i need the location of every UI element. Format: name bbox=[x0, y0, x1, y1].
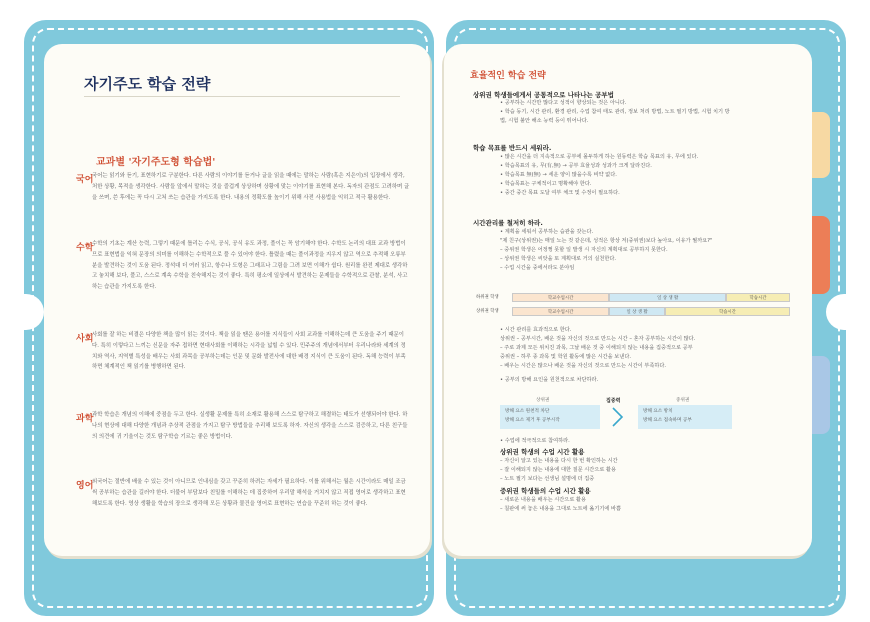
time-segment-daily-life: 일 상 생 활 bbox=[609, 307, 665, 316]
diagram-left-item: 방해 요소 제거 후 공부시작 bbox=[505, 418, 560, 423]
time-bar-label: 상위권 학생 bbox=[476, 309, 499, 314]
block-line: • 학습목표 無(無) → 세운 양이 많을수록 비약 없다. bbox=[500, 172, 617, 178]
block-line: – 잘 이해되지 않는 내용에 대한 질문 시간으로 활용 bbox=[500, 467, 617, 473]
block-heading-high-class-use: 상위권 학생의 수업 시간 활용 bbox=[500, 448, 585, 456]
time-segment-study: 학습시간 bbox=[726, 293, 790, 302]
time-segment-daily-life: 일 상 생 활 bbox=[609, 293, 726, 302]
block-line: • 공부의 방해 요인을 원천적으로 차단하라. bbox=[500, 377, 599, 383]
right-page-title: 효율적인 학습 전략 bbox=[470, 71, 546, 81]
subject-heading-math: 수학 bbox=[76, 243, 94, 253]
subject-heading-korean: 국어 bbox=[76, 175, 94, 185]
block-line: – 칠판에 써 놓은 내용을 그대로 노트에 옮기기에 바쁨 bbox=[500, 506, 622, 512]
block-line: • 중간 중간 목표 도달 여부 체크 및 수정이 필요하다. bbox=[500, 190, 620, 196]
block-line: • 학습목표의 유, 무(有,無) → 공부 효율성과 성과가 크게 달라진다. bbox=[500, 163, 652, 169]
block-line: • 많은 시간을 더 지속적으로 공부에 몰두하게 하는 원동력은 학습 목표의 유, 무에 있다. bbox=[500, 154, 699, 160]
diagram-right-label: 중위권 bbox=[676, 398, 690, 403]
section-subtitle: 교과별 '자기주도형 학습법' bbox=[96, 157, 216, 168]
block-line: "제 친구(상위권)는 매일 노는 것 같은데, 성적은 항상 저(중위권)보다 높아요, 이유가 뭘까요?" bbox=[500, 238, 713, 244]
subject-body-math: 수학의 기초는 계산 능력, 그렇기 때문에 틀리는 수식, 공식, 공식 유도 과정, 풀이는 꼭 암기해야 한다. 수학도 논리의 대표 교과 방법이므로 표현법을 익혀 문장의 의미를 이해하는 수학적으로 풀 수 있어야 한다. 틀렸을 때는 풀이과정을 지우지 않고 역으로 추적해 오류부분을 발견하는 것이 도움 된다. 정석대 더 여러 읽고, 항수나 도형은 그래프나 그림을 그려 보면 이해가 쉽다. 원리를 완전 제대로 생각하고 놓치해 보다, 풀고, 스스로 계속 수학을 친숙해지는 것이 좋다. 특히 평소에 일상에서 발견하는 문제들을 수학적으로 관찰, 분석, 사고하는 습관을 가지도록 한다. bbox=[92, 241, 408, 291]
block-line: – 배우는 시간은 많으나 배운 것을 자신의 것으로 만드는 시간이 부족하다. bbox=[500, 363, 667, 369]
time-bar-low bbox=[476, 293, 796, 302]
diagram-right-item: 방해 요소 방치 bbox=[643, 409, 673, 414]
diagram-left-item: 방해 요소 원천적 차단 bbox=[505, 409, 550, 414]
block-line: • 학습 동기, 시간 관리, 환경 관리, 수업 참여 태도 관리, 정보 처리 방법, 노트 필기 방법, 시험 치기 방 bbox=[500, 109, 730, 115]
subject-body-science: 과학 학습은 개념의 이해에 중점을 두고 한다. 실생활 문제를 특히 소재로 활용해 스스로 탐구하고 해결하는 태도가 선행되어야 한다. 하나의 현상에 대해 다양한 개념과 추상적 관점을 가지고 탐구 방법들을 추리해 보도록 하자. 자신의 생각을 스스로 검증하고, 다른 친구들의 의견에 귀 기울이는 것도 탐구학습 기르는 좋은 방법이다. bbox=[92, 412, 408, 440]
diagram-right-item: 방해 요소 접속하며 공부 bbox=[643, 418, 692, 423]
time-bar-label: 하위권 학생 bbox=[476, 295, 499, 300]
subject-body-korean: 국어는 읽기와 듣기, 표현하기로 구분한다. 다른 사람의 이야기를 듣거나 글을 읽을 때에는 말하는 사람(혹은 지은이)의 입장에서 생각, 처한 상황, 목적을 생각한다. 사람들 앞에서 말하는 것을 즐겁게 상상하며 상황에 맞는 이야기를 표현해 본다. 독자의 관점도 고려하며 글을 쓰며, 쓴 후에는 꼭 다시 고쳐 쓰는 습관을 가지도록 한다. 내용의 정확도를 높이기 위해 사전 사용법을 익히고 적극 활용한다. bbox=[92, 173, 410, 201]
diagram-left-label: 상위권 bbox=[536, 398, 550, 403]
block-line: – 수업 시간을 중에서라도 분야임 bbox=[500, 265, 575, 271]
block-line: – 중위권 학생은 어정쩡 못할 일 발생 시 자신의 계획대로 공부하지 못한다. bbox=[500, 247, 668, 253]
page-title: 자기주도 학습 전략 bbox=[84, 75, 211, 93]
block-heading-mid-class-use: 중위권 학생들의 수업 시간 활용 bbox=[500, 487, 591, 495]
block-line: – 주로 과제 모든 위치진 과목, 그날 배운 것 중 이해되지 않는 내용을 집중적으로 공부 bbox=[500, 345, 693, 351]
block-line: – 노트 필기 보다는 선생님 설명에 더 집중 bbox=[500, 476, 595, 482]
block-heading-time-management: 시간관리를 철저히 하라. bbox=[473, 219, 543, 227]
block-heading-goals: 학습 목표를 반드시 세워라. bbox=[473, 144, 552, 152]
block-line: – 새로운 내용을 배우는 시간으로 활용 bbox=[500, 497, 587, 503]
time-bar-high bbox=[476, 307, 796, 316]
subject-heading-social: 사회 bbox=[76, 334, 94, 344]
subject-body-english: 외국어는 절반에 배울 수 있는 것이 아니므로 인내심을 갖고 꾸준히 하려는 자세가 필요하다. 이를 위해서는 월은 시간이라도 매일 조금씩 공부하는 습관을 길러야 한다. 더불어 부담보다 친밀를 이해하는 데 집중하여 우리말 해석을 거치지 않고 직접 영어로 생각하고 표현해보도록 한다. 영상 생활을 학습의 장으로 생각해 모든 상황과 물건을 영어로 표현하는 연습을 꾸준히 하는 것이 좋다. bbox=[92, 479, 406, 507]
block-line: • 계획을 세워서 공부하는 습관을 갖는다. bbox=[500, 229, 594, 235]
diagram-mid-label: 집중력 bbox=[606, 398, 621, 404]
block-line: • 공부하는 시간만 많다고 성적이 향상되는 것은 아니다. bbox=[500, 100, 627, 106]
time-segment-class: 학교수업시간 bbox=[512, 293, 609, 302]
block-line: – 자신이 알고 있는 내용을 다시 한 번 확인하는 시간 bbox=[500, 458, 618, 464]
subject-heading-english: 영어 bbox=[76, 481, 94, 491]
block-line: 상위권 – 공부시간, 배운 것을 자신의 것으로 만드는 시간 – 혼자 공부하는 시간이 많다. bbox=[500, 336, 696, 342]
block-line: 중위권 – 하루 종 과목 및 학원 활동에 많은 시간을 보낸다. bbox=[500, 354, 631, 360]
time-segment-class: 학교수업시간 bbox=[512, 307, 609, 316]
block-line: 법, 시험 불안 해소 능력 등이 뛰어나다. bbox=[500, 118, 589, 124]
block-line: • 학습목표는 구체적이고 명확해야 한다. bbox=[500, 181, 592, 187]
subject-heading-science: 과학 bbox=[76, 414, 94, 424]
block-line: • 시간 관리를 효과적으로 한다. bbox=[500, 327, 572, 333]
subject-body-social: 사회를 잘 하는 비결은 다양한 책을 많이 읽는 것이다. 책을 읽을 땐은 용어를 지식들이 사회 교과를 이해하는데 큰 도움을 주기 때문이다. 특히 이렇다고 느끼는 신문을 자주 접하면 현대사회를 이해하는 시각을 넓힐 수 있다. 민주주의 개념에서부터 우리나라와 세계의 정치와 역사, 지역별 특성을 배우는 사회 과목을 공부하는데는 인문 및 문화 발전사에 대한 배경 지식이 큰 도움이 된다. 독해 능력이 부족하면 체계적인 책 읽기를 병행하면 된다. bbox=[92, 332, 406, 371]
arrow-right-icon bbox=[610, 405, 626, 429]
diagram-right-box bbox=[638, 405, 732, 429]
time-segment-study: 학습시간 bbox=[665, 307, 790, 316]
block-line: – 상위권 학생은 씨앗을 또 계획대로 거의 실천한다. bbox=[500, 256, 617, 262]
title-divider bbox=[84, 96, 400, 97]
block-heading-common-method: 상위권 학생들에게서 공통적으로 나타나는 공부법 bbox=[473, 91, 614, 99]
diagram-left-box bbox=[500, 405, 600, 429]
block-line: • 수업에 적극적으로 참여하라. bbox=[500, 438, 570, 444]
